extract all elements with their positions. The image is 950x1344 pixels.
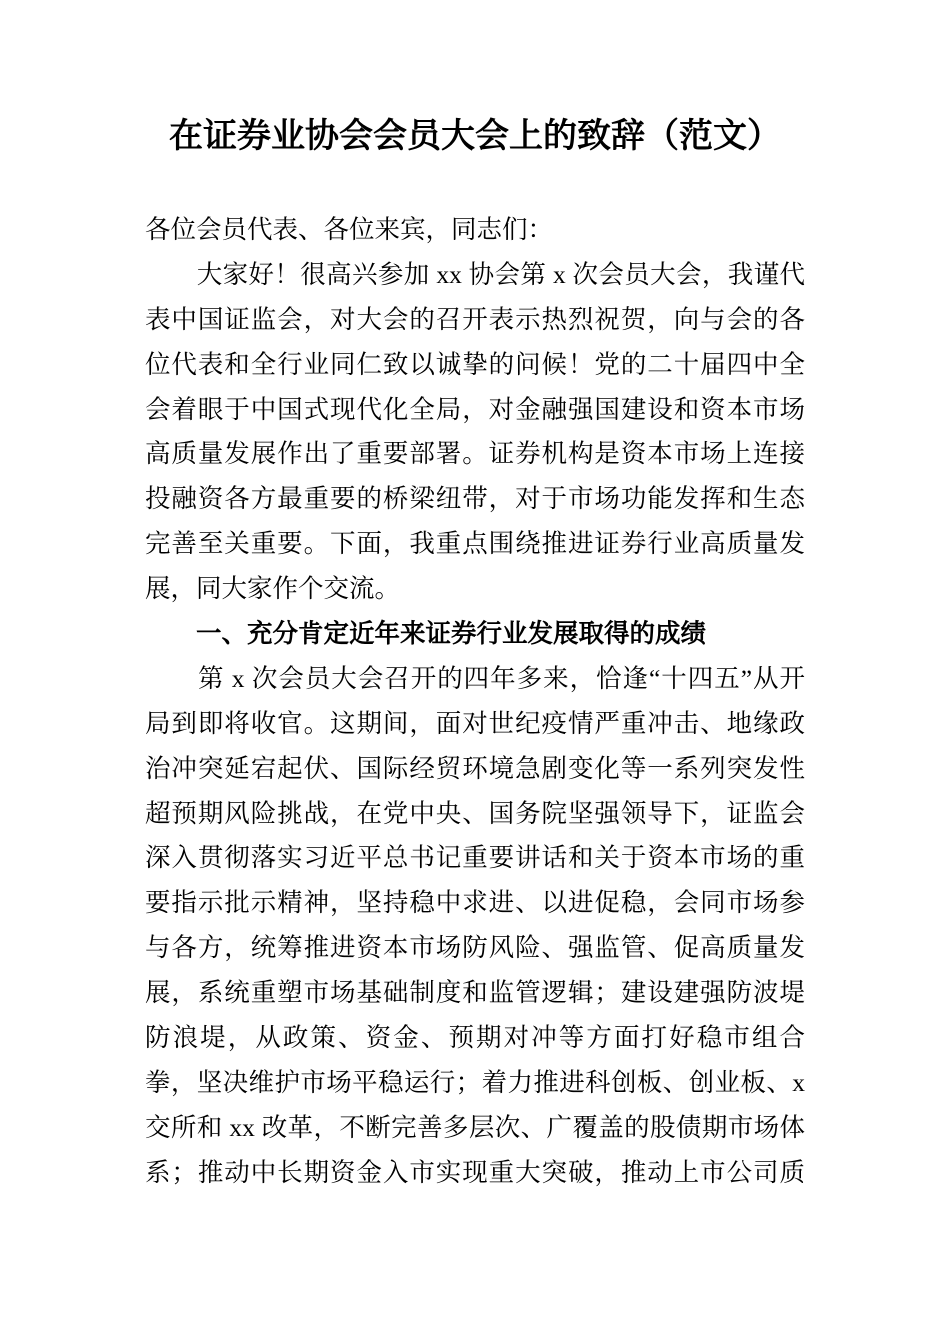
text-line: 第 x 次会员大会召开的四年多来，恰逢“十四五”从开 <box>145 663 805 693</box>
text-line: 超预期风险挑战，在党中央、国务院坚强领导下，证监会 <box>145 798 805 828</box>
document-body <box>145 208 805 1196</box>
section-one-paragraph <box>145 657 805 1196</box>
document-title: 在证券业协会会员大会上的致辞（范文） <box>169 118 781 155</box>
text-line: 防浪堤，从政策、资金、预期对冲等方面打好稳市组合 <box>145 1023 805 1053</box>
text-line: 拳，坚决维护市场平稳运行；着力推进科创板、创业板、x <box>145 1067 805 1097</box>
text-line: 展，系统重塑市场基础制度和监管逻辑；建设建强防波堤 <box>145 978 805 1008</box>
text-line: 深入贯彻落实习近平总书记重要讲话和关于资本市场的重 <box>145 843 805 873</box>
text-line: 要指示批示精神，坚持稳中求进、以进促稳，会同市场参 <box>145 888 805 918</box>
text-line: 投融资各方最重要的桥梁纽带，对于市场功能发挥和生态 <box>145 484 805 514</box>
text-line: 表中国证监会，对大会的召开表示热烈祝贺，向与会的各 <box>145 304 805 334</box>
text-line: 展，同大家作个交流。 <box>145 574 401 604</box>
text-line: 与各方，统筹推进资本市场防风险、强监管、促高质量发 <box>145 933 805 963</box>
opening-paragraph <box>145 253 805 612</box>
section-heading: 一、充分肯定近年来证券行业发展取得的成绩 <box>145 620 707 649</box>
text-line: 治冲突延宕起伏、国际经贸环境急剧变化等一系列突发性 <box>145 753 805 783</box>
text-line: 交所和 xx 改革，不断完善多层次、广覆盖的股债期市场体 <box>145 1112 805 1142</box>
text-line: 位代表和全行业同仁致以诚挚的问候！党的二十届四中全 <box>145 349 805 379</box>
text-line: 会着眼于中国式现代化全局，对金融强国建设和资本市场 <box>145 394 805 424</box>
text-line: 完善至关重要。下面，我重点围绕推进证券行业高质量发 <box>145 529 805 559</box>
salutation-line: 各位会员代表、各位来宾，同志们： <box>145 215 554 244</box>
text-line: 大家好！很高兴参加 xx 协会第 x 次会员大会，我谨代 <box>145 259 805 289</box>
text-line: 系；推动中长期资金入市实现重大突破，推动上市公司质 <box>145 1157 805 1187</box>
text-line: 高质量发展作出了重要部署。证券机构是资本市场上连接 <box>145 439 805 469</box>
text-line: 局到即将收官。这期间，面对世纪疫情严重冲击、地缘政 <box>145 708 805 738</box>
